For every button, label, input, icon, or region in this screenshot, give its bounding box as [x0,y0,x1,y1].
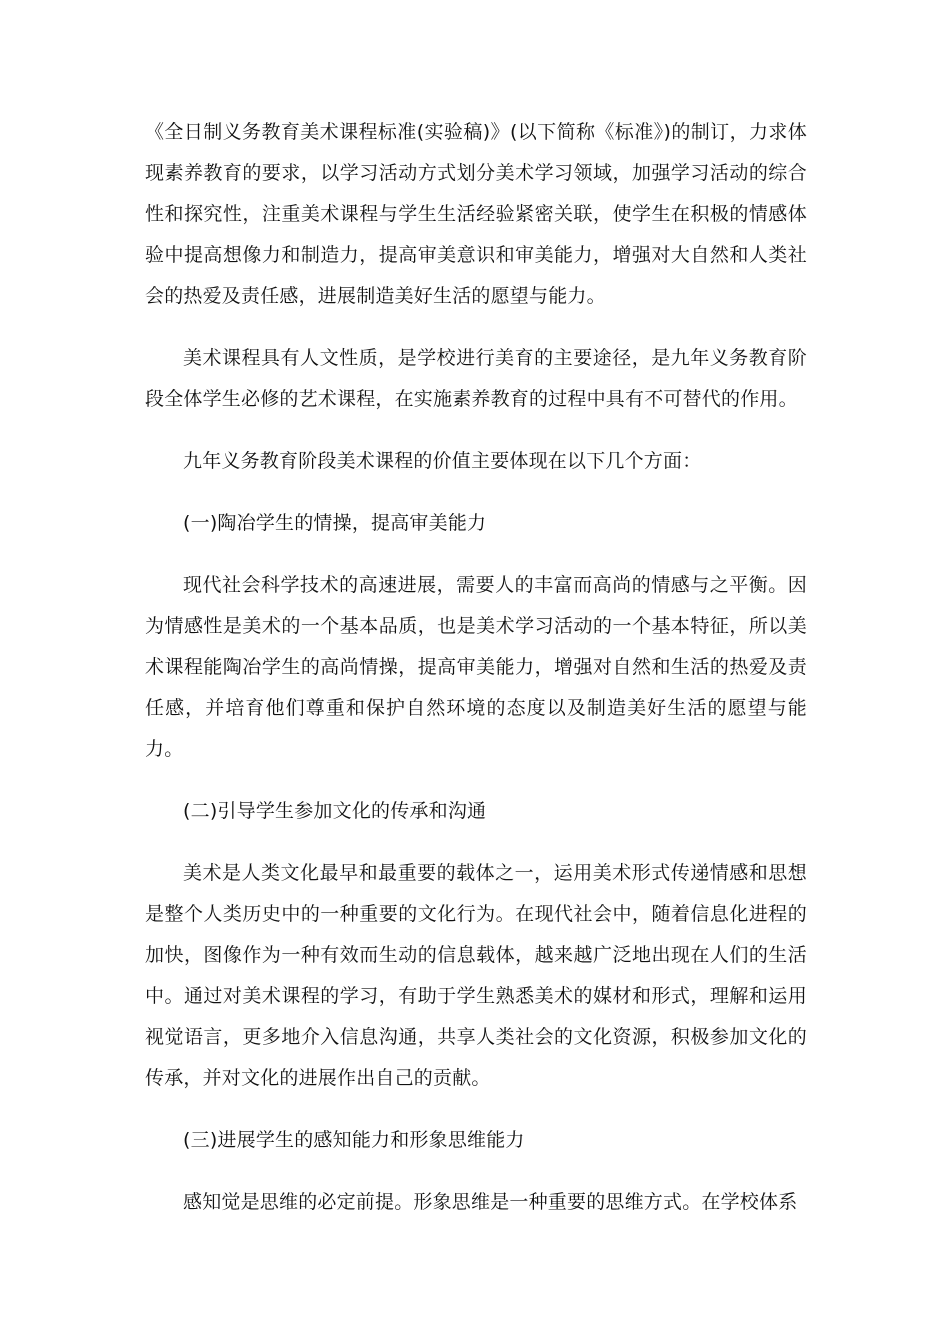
paragraph-standard-intro: 《全日制义务教育美术课程标准(实验稿)》(以下简称《标准》)的制订，力求体现素养教育的要求，以学习活动方式划分美术学习领域，加强学习活动的综合性和探究性，注重美术课程与学生生活经验紧密关联，使学生在积极的情感体验中提高想像力和制造力，提高审美意识和审美能力，增强对大自然和人类社会的热爱及责任感，进展制造美好生活的愿望与能力。 [145,121,807,307]
paragraph-culture: 美术是人类文化最早和最重要的载体之一，运用美术形式传递情感和思想是整个人类历史中的一种重要的文化行为。在现代社会中，随着信息化进程的加快，图像作为一种有效而生动的信息载体，越来越广泛地出现在人们的生活中。通过对美术课程的学习，有助于学生熟悉美术的媒材和形式，理解和运用视觉语言，更多地介入信息沟通，共享人类社会的文化资源，积极参加文化的传承，并对文化的进展作出自己的贡献。 [145,862,807,1089]
paragraph-humanistic-nature: 美术课程具有人文性质，是学校进行美育的主要途径，是九年义务教育阶段全体学生必修的艺术课程，在实施素养教育的过程中具有不可替代的作用。 [145,347,807,410]
section-heading-1: (一)陶冶学生的情操，提高审美能力 [183,512,487,534]
paragraph-emotion: 现代社会科学技术的高速进展，需要人的丰富而高尚的情感与之平衡。因为情感性是美术的一个基本品质，也是美术学习活动的一个基本特征，所以美术课程能陶冶学生的高尚情操，提高审美能力，增强对自然和生活的热爱及责任感，并培育他们尊重和保护自然环境的态度以及制造美好生活的愿望与能力。 [145,574,807,760]
section-heading-3: (三)进展学生的感知能力和形象思维能力 [183,1129,525,1151]
paragraph-value-intro: 九年义务教育阶段美术课程的价值主要体现在以下几个方面： [183,450,702,472]
paragraph-perception: 感知觉是思维的必定前提。形象思维是一种重要的思维方式。在学校体系 [183,1191,798,1213]
document-body [145,112,807,1244]
section-heading-2: (二)引导学生参加文化的传承和沟通 [183,800,487,822]
